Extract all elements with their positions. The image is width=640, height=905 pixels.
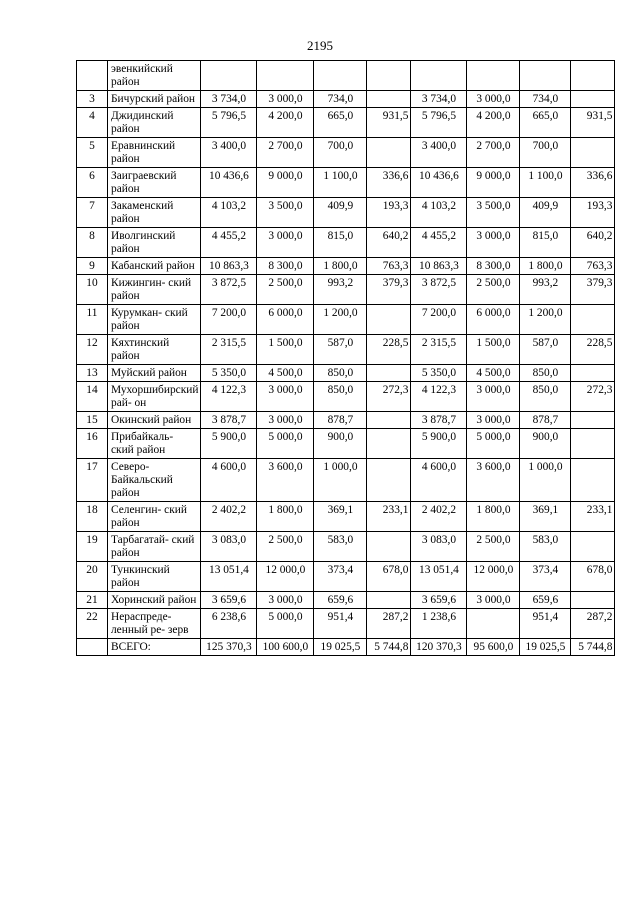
- total-value-cell: 100 600,0: [257, 639, 314, 656]
- value-cell: 3 659,6: [411, 592, 467, 609]
- district-name: Муйский район: [108, 365, 201, 382]
- value-cell: 8 300,0: [467, 258, 520, 275]
- value-cell: 815,0: [314, 228, 367, 258]
- total-value-cell: 19 025,5: [314, 639, 367, 656]
- value-cell: 900,0: [520, 429, 571, 459]
- table-row: [77, 275, 615, 305]
- district-name: Иволгинский район: [108, 228, 201, 258]
- table-row: [77, 305, 615, 335]
- value-cell: 5 900,0: [411, 429, 467, 459]
- total-value-cell: 125 370,3: [201, 639, 257, 656]
- value-cell: 228,5: [367, 335, 411, 365]
- row-number: 22: [77, 609, 108, 639]
- value-cell: 678,0: [367, 562, 411, 592]
- district-name: Северо- Байкальский район: [108, 459, 201, 502]
- value-cell: 4 200,0: [257, 108, 314, 138]
- value-cell: 9 000,0: [257, 168, 314, 198]
- value-cell: 4 455,2: [411, 228, 467, 258]
- value-cell: 3 872,5: [411, 275, 467, 305]
- table-row: [77, 592, 615, 609]
- row-number: 19: [77, 532, 108, 562]
- value-cell: 1 200,0: [314, 305, 367, 335]
- value-cell: [571, 412, 615, 429]
- value-cell: [367, 429, 411, 459]
- value-cell: 12 000,0: [257, 562, 314, 592]
- value-cell: [257, 61, 314, 91]
- value-cell: 850,0: [520, 382, 571, 412]
- value-cell: 763,3: [571, 258, 615, 275]
- value-cell: 850,0: [314, 382, 367, 412]
- district-name: Джидинский район: [108, 108, 201, 138]
- value-cell: 1 800,0: [257, 502, 314, 532]
- value-cell: 665,0: [314, 108, 367, 138]
- value-cell: 4 600,0: [201, 459, 257, 502]
- value-cell: 12 000,0: [467, 562, 520, 592]
- value-cell: 228,5: [571, 335, 615, 365]
- value-cell: 640,2: [367, 228, 411, 258]
- value-cell: 5 796,5: [411, 108, 467, 138]
- value-cell: 6 000,0: [467, 305, 520, 335]
- value-cell: 5 796,5: [201, 108, 257, 138]
- value-cell: 373,4: [314, 562, 367, 592]
- value-cell: 3 000,0: [467, 412, 520, 429]
- value-cell: 3 000,0: [257, 91, 314, 108]
- value-cell: 5 000,0: [257, 429, 314, 459]
- value-cell: 3 500,0: [257, 198, 314, 228]
- value-cell: 13 051,4: [201, 562, 257, 592]
- value-cell: 1 238,6: [411, 609, 467, 639]
- value-cell: 583,0: [520, 532, 571, 562]
- value-cell: 850,0: [520, 365, 571, 382]
- value-cell: 4 500,0: [257, 365, 314, 382]
- table-body: [77, 61, 615, 656]
- value-cell: 2 402,2: [201, 502, 257, 532]
- value-cell: 951,4: [314, 609, 367, 639]
- value-cell: [367, 61, 411, 91]
- district-name: Закаменский район: [108, 198, 201, 228]
- value-cell: 3 000,0: [257, 592, 314, 609]
- district-name: Хоринский район: [108, 592, 201, 609]
- table-row: [77, 335, 615, 365]
- value-cell: 2 500,0: [467, 275, 520, 305]
- total-value-cell: 95 600,0: [467, 639, 520, 656]
- value-cell: 3 000,0: [257, 228, 314, 258]
- row-number: 6: [77, 168, 108, 198]
- value-cell: 1 000,0: [520, 459, 571, 502]
- value-cell: 4 200,0: [467, 108, 520, 138]
- total-label: ВСЕГО:: [108, 639, 201, 656]
- value-cell: 2 315,5: [201, 335, 257, 365]
- value-cell: 272,3: [571, 382, 615, 412]
- value-cell: 4 103,2: [411, 198, 467, 228]
- value-cell: 3 600,0: [257, 459, 314, 502]
- row-number: 8: [77, 228, 108, 258]
- district-name: Тункинский район: [108, 562, 201, 592]
- value-cell: 3 600,0: [467, 459, 520, 502]
- value-cell: [571, 532, 615, 562]
- table-row: [77, 138, 615, 168]
- value-cell: 2 700,0: [467, 138, 520, 168]
- value-cell: 3 000,0: [467, 228, 520, 258]
- value-cell: [571, 138, 615, 168]
- value-cell: 583,0: [314, 532, 367, 562]
- value-cell: 7 200,0: [201, 305, 257, 335]
- district-name: Селенгин- ский район: [108, 502, 201, 532]
- row-number: [77, 639, 108, 656]
- value-cell: 993,2: [314, 275, 367, 305]
- value-cell: 2 315,5: [411, 335, 467, 365]
- row-number: 18: [77, 502, 108, 532]
- value-cell: 4 600,0: [411, 459, 467, 502]
- value-cell: 5 000,0: [257, 609, 314, 639]
- value-cell: 193,3: [571, 198, 615, 228]
- value-cell: 379,3: [571, 275, 615, 305]
- value-cell: 3 000,0: [467, 592, 520, 609]
- value-cell: 2 402,2: [411, 502, 467, 532]
- value-cell: 878,7: [520, 412, 571, 429]
- value-cell: [367, 91, 411, 108]
- value-cell: [467, 61, 520, 91]
- row-number: [77, 61, 108, 91]
- value-cell: 700,0: [520, 138, 571, 168]
- row-number: 15: [77, 412, 108, 429]
- value-cell: 1 200,0: [520, 305, 571, 335]
- value-cell: 336,6: [571, 168, 615, 198]
- district-name: Бичурский район: [108, 91, 201, 108]
- value-cell: [367, 532, 411, 562]
- value-cell: [571, 305, 615, 335]
- value-cell: 369,1: [314, 502, 367, 532]
- table-row: [77, 108, 615, 138]
- total-value-cell: 5 744,8: [367, 639, 411, 656]
- value-cell: 13 051,4: [411, 562, 467, 592]
- value-cell: 2 500,0: [257, 275, 314, 305]
- value-cell: 6 000,0: [257, 305, 314, 335]
- value-cell: 734,0: [314, 91, 367, 108]
- value-cell: [367, 459, 411, 502]
- value-cell: 3 083,0: [411, 532, 467, 562]
- value-cell: 878,7: [314, 412, 367, 429]
- value-cell: [367, 305, 411, 335]
- value-cell: 3 083,0: [201, 532, 257, 562]
- value-cell: 1 800,0: [467, 502, 520, 532]
- value-cell: [520, 61, 571, 91]
- table-row: [77, 412, 615, 429]
- district-name: Кяхтинский район: [108, 335, 201, 365]
- table-row: [77, 382, 615, 412]
- value-cell: 665,0: [520, 108, 571, 138]
- value-cell: 409,9: [314, 198, 367, 228]
- value-cell: 1 100,0: [520, 168, 571, 198]
- value-cell: 700,0: [314, 138, 367, 168]
- value-cell: 734,0: [520, 91, 571, 108]
- row-number: 17: [77, 459, 108, 502]
- district-name: Окинский район: [108, 412, 201, 429]
- value-cell: 587,0: [314, 335, 367, 365]
- value-cell: 4 103,2: [201, 198, 257, 228]
- district-name: Кижингин- ский район: [108, 275, 201, 305]
- value-cell: 10 436,6: [411, 168, 467, 198]
- table-row: [77, 198, 615, 228]
- value-cell: 3 872,5: [201, 275, 257, 305]
- district-name: Нераспреде- ленный ре- зерв: [108, 609, 201, 639]
- value-cell: 4 500,0: [467, 365, 520, 382]
- district-name: Мухоршибирский рай- он: [108, 382, 201, 412]
- value-cell: [571, 459, 615, 502]
- value-cell: [571, 61, 615, 91]
- total-value-cell: 120 370,3: [411, 639, 467, 656]
- value-cell: 931,5: [367, 108, 411, 138]
- value-cell: 1 800,0: [520, 258, 571, 275]
- value-cell: 640,2: [571, 228, 615, 258]
- value-cell: 5 900,0: [201, 429, 257, 459]
- value-cell: 10 436,6: [201, 168, 257, 198]
- table-row: [77, 532, 615, 562]
- district-name: Тарбагатай- ский район: [108, 532, 201, 562]
- value-cell: [367, 592, 411, 609]
- value-cell: [571, 429, 615, 459]
- table-row: [77, 502, 615, 532]
- value-cell: 3 000,0: [467, 91, 520, 108]
- district-name: Курумкан- ский район: [108, 305, 201, 335]
- value-cell: 4 122,3: [411, 382, 467, 412]
- row-number: 10: [77, 275, 108, 305]
- value-cell: 10 863,3: [411, 258, 467, 275]
- row-number: 3: [77, 91, 108, 108]
- value-cell: [571, 91, 615, 108]
- value-cell: 3 734,0: [411, 91, 467, 108]
- value-cell: 900,0: [314, 429, 367, 459]
- row-number: 7: [77, 198, 108, 228]
- page-number: 2195: [307, 38, 333, 53]
- row-number: 16: [77, 429, 108, 459]
- row-number: 5: [77, 138, 108, 168]
- value-cell: 4 122,3: [201, 382, 257, 412]
- value-cell: 3 500,0: [467, 198, 520, 228]
- value-cell: 587,0: [520, 335, 571, 365]
- row-number: 9: [77, 258, 108, 275]
- value-cell: 233,1: [571, 502, 615, 532]
- value-cell: 2 700,0: [257, 138, 314, 168]
- value-cell: 993,2: [520, 275, 571, 305]
- value-cell: 850,0: [314, 365, 367, 382]
- value-cell: 8 300,0: [257, 258, 314, 275]
- value-cell: 3 000,0: [257, 382, 314, 412]
- value-cell: [367, 412, 411, 429]
- value-cell: 5 350,0: [411, 365, 467, 382]
- value-cell: 659,6: [520, 592, 571, 609]
- district-name: Заиграевский район: [108, 168, 201, 198]
- value-cell: 373,4: [520, 562, 571, 592]
- district-name: Еравнинский район: [108, 138, 201, 168]
- value-cell: 815,0: [520, 228, 571, 258]
- row-number: 11: [77, 305, 108, 335]
- value-cell: [411, 61, 467, 91]
- table-row: [77, 562, 615, 592]
- row-number: 12: [77, 335, 108, 365]
- value-cell: 659,6: [314, 592, 367, 609]
- value-cell: 287,2: [571, 609, 615, 639]
- table-row: [77, 459, 615, 502]
- value-cell: 4 455,2: [201, 228, 257, 258]
- value-cell: 3 659,6: [201, 592, 257, 609]
- row-number: 4: [77, 108, 108, 138]
- table-row: [77, 91, 615, 108]
- value-cell: [467, 609, 520, 639]
- value-cell: 369,1: [520, 502, 571, 532]
- table-row: [77, 168, 615, 198]
- value-cell: 2 500,0: [257, 532, 314, 562]
- value-cell: 3 000,0: [257, 412, 314, 429]
- value-cell: [571, 365, 615, 382]
- value-cell: 1 000,0: [314, 459, 367, 502]
- value-cell: 9 000,0: [467, 168, 520, 198]
- total-value-cell: 5 744,8: [571, 639, 615, 656]
- table-row: [77, 609, 615, 639]
- table-row: [77, 228, 615, 258]
- value-cell: 763,3: [367, 258, 411, 275]
- total-row: [77, 639, 615, 656]
- value-cell: [314, 61, 367, 91]
- row-number: 13: [77, 365, 108, 382]
- table-row: [77, 429, 615, 459]
- value-cell: 5 350,0: [201, 365, 257, 382]
- value-cell: 1 500,0: [467, 335, 520, 365]
- district-name: Кабанский район: [108, 258, 201, 275]
- value-cell: 1 800,0: [314, 258, 367, 275]
- value-cell: 7 200,0: [411, 305, 467, 335]
- value-cell: 233,1: [367, 502, 411, 532]
- value-cell: 5 000,0: [467, 429, 520, 459]
- value-cell: 3 400,0: [201, 138, 257, 168]
- value-cell: 287,2: [367, 609, 411, 639]
- value-cell: 3 000,0: [467, 382, 520, 412]
- total-value-cell: 19 025,5: [520, 639, 571, 656]
- value-cell: 336,6: [367, 168, 411, 198]
- value-cell: 193,3: [367, 198, 411, 228]
- value-cell: 10 863,3: [201, 258, 257, 275]
- value-cell: 1 100,0: [314, 168, 367, 198]
- value-cell: 3 400,0: [411, 138, 467, 168]
- value-cell: [367, 365, 411, 382]
- value-cell: [571, 592, 615, 609]
- value-cell: 379,3: [367, 275, 411, 305]
- table-row: [77, 258, 615, 275]
- value-cell: 409,9: [520, 198, 571, 228]
- value-cell: 3 878,7: [201, 412, 257, 429]
- budget-allocation-table: [76, 60, 615, 656]
- value-cell: 1 500,0: [257, 335, 314, 365]
- table-row: [77, 365, 615, 382]
- value-cell: [367, 138, 411, 168]
- row-number: 20: [77, 562, 108, 592]
- value-cell: 272,3: [367, 382, 411, 412]
- value-cell: 931,5: [571, 108, 615, 138]
- value-cell: 3 734,0: [201, 91, 257, 108]
- value-cell: 2 500,0: [467, 532, 520, 562]
- value-cell: 951,4: [520, 609, 571, 639]
- value-cell: 3 878,7: [411, 412, 467, 429]
- row-number: 14: [77, 382, 108, 412]
- district-name: Прибайкаль- ский район: [108, 429, 201, 459]
- value-cell: 678,0: [571, 562, 615, 592]
- row-number: 21: [77, 592, 108, 609]
- district-name: эвенкийский район: [108, 61, 201, 91]
- value-cell: 6 238,6: [201, 609, 257, 639]
- table-row: [77, 61, 615, 91]
- value-cell: [201, 61, 257, 91]
